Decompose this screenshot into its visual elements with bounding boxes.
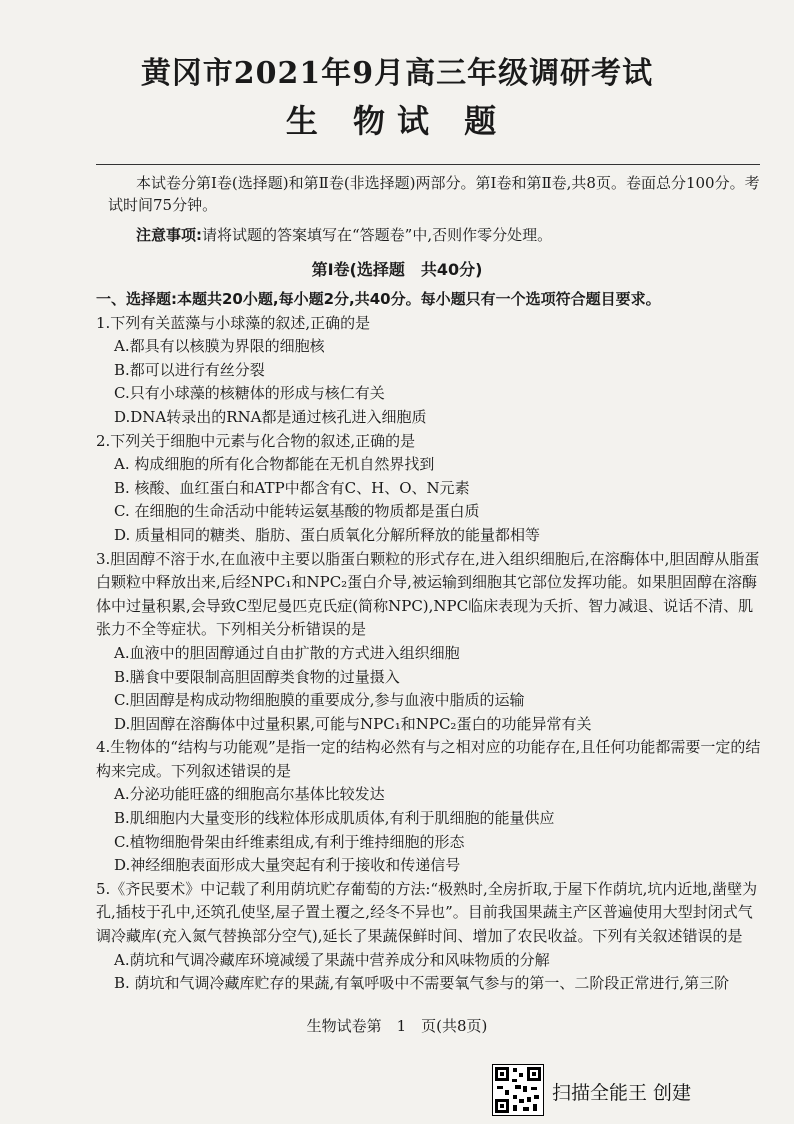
question-option: A. 构成细胞的所有化合物都能在无机自然界找到 bbox=[114, 455, 435, 474]
page-footer: 生物试卷第 1 页(共8页) bbox=[306, 1017, 488, 1035]
part-heading: 第Ⅰ卷(选择题 共40分) bbox=[311, 260, 483, 279]
question-3 bbox=[96, 548, 766, 737]
question-option: B.膳食中要限制高胆固醇类食物的过量摄入 bbox=[114, 667, 400, 686]
question-option: A.荫坑和气调冷藏库环境减缓了果蔬中营养成分和风味物质的分解 bbox=[114, 950, 550, 969]
question-option: C.植物细胞骨架由纤维素组成,有利于维持细胞的形态 bbox=[114, 832, 465, 851]
question-option: A.都具有以核膜为界限的细胞核 bbox=[114, 337, 325, 356]
scanner-watermark: 扫描全能王 创建 bbox=[552, 1082, 692, 1104]
question-option: C. 在细胞的生命活动中能转运氨基酸的物质都是蛋白质 bbox=[114, 502, 480, 521]
question-option: C.胆固醇是构成动物细胞膜的重要成分,参与血液中脂质的运输 bbox=[114, 691, 525, 710]
question-stem: 1.下列有关蓝藻与小球藻的叙述,正确的是 bbox=[96, 313, 371, 332]
exam-intro: 本试卷分第Ⅰ卷(选择题)和第Ⅱ卷(非选择题)两部分。第Ⅰ卷和第Ⅱ卷,共8页。卷面总分100分。考试时间75分钟。 bbox=[108, 174, 760, 214]
question-stem: 5.《齐民要术》中记载了利用荫坑贮存葡萄的方法:“极熟时,全房折取,于屋下作荫坑,坑内近地,凿壁为孔,插枝于孔中,还筑孔使坚,屋子置土覆之,经冬不异也”。目前我国果蔬主产区普遍使用大型封闭式气调冷藏库(充入氮气替换部分空气),延长了果蔬保鲜时间、增加了农民收益。下列有关叙述错误的是 bbox=[96, 879, 758, 946]
question-option: D.DNA转录出的RNA都是通过核孔进入细胞质 bbox=[114, 407, 427, 426]
question-stem: 2.下列关于细胞中元素与化合物的叙述,正确的是 bbox=[96, 431, 416, 450]
question-1 bbox=[96, 312, 766, 430]
exam-title: 黄冈市2021年9月高三年级调研考试 bbox=[140, 56, 654, 91]
question-option: C.只有小球藻的核糖体的形成与核仁有关 bbox=[114, 384, 385, 403]
question-option: A.分泌功能旺盛的细胞高尔基体比较发达 bbox=[114, 785, 385, 804]
notice-text: 请将试题的答案填写在“答题卷”中,否则作零分处理。 bbox=[202, 226, 553, 244]
question-list bbox=[96, 288, 766, 996]
question-option: D. 质量相同的糖类、脂肪、蛋白质氧化分解所释放的能量都相等 bbox=[114, 525, 541, 544]
question-2 bbox=[96, 430, 766, 548]
question-option: B. 荫坑和气调冷藏库贮存的果蔬,有氧呼吸中不需要氧气参与的第一、二阶段正常进行,第三阶 bbox=[114, 974, 730, 993]
question-option: B.都可以进行有丝分裂 bbox=[114, 360, 265, 379]
question-option: D.胆固醇在溶酶体中过量积累,可能与NPC₁和NPC₂蛋白的功能异常有关 bbox=[114, 714, 592, 733]
exam-notice bbox=[108, 224, 768, 246]
exam-subject: 生 物试 题 bbox=[285, 102, 509, 140]
section-heading: 一、选择题:本题共20小题,每小题2分,共40分。每小题只有一个选项符合题目要求。 bbox=[96, 290, 661, 308]
question-4 bbox=[96, 736, 766, 878]
question-option: A.血液中的胆固醇通过自由扩散的方式进入组织细胞 bbox=[114, 643, 460, 662]
question-stem: 4.生物体的“结构与功能观”是指一定的结构必然有与之相对应的功能存在,且任何功能都需要一定的结构来完成。下列叙述错误的是 bbox=[96, 738, 761, 780]
question-option: B. 核酸、血红蛋白和ATP中都含有C、H、O、N元素 bbox=[114, 478, 470, 497]
qr-code-icon bbox=[492, 1064, 544, 1116]
question-option: D.神经细胞表面形成大量突起有利于接收和传递信号 bbox=[114, 856, 461, 875]
header-divider bbox=[96, 164, 760, 165]
question-option: B.肌细胞内大量变形的线粒体形成肌质体,有利于肌细胞的能量供应 bbox=[114, 809, 555, 828]
notice-label: 注意事项: bbox=[136, 226, 202, 244]
question-5 bbox=[96, 878, 766, 996]
question-stem: 3.胆固醇不溶于水,在血液中主要以脂蛋白颗粒的形式存在,进入组织细胞后,在溶酶体中,胆固醇从脂蛋白颗粒中释放出来,后经NPC₁和NPC₂蛋白介导,被运输到细胞其它部位发挥功能。如果胆固醇在溶酶体中过量积累,会导致C型尼曼匹克氏症(简称NPC),NPC临床表现为夭折、智力减退、说话不清、肌张力不全等症状。下列相关分析错误的是 bbox=[96, 549, 760, 639]
